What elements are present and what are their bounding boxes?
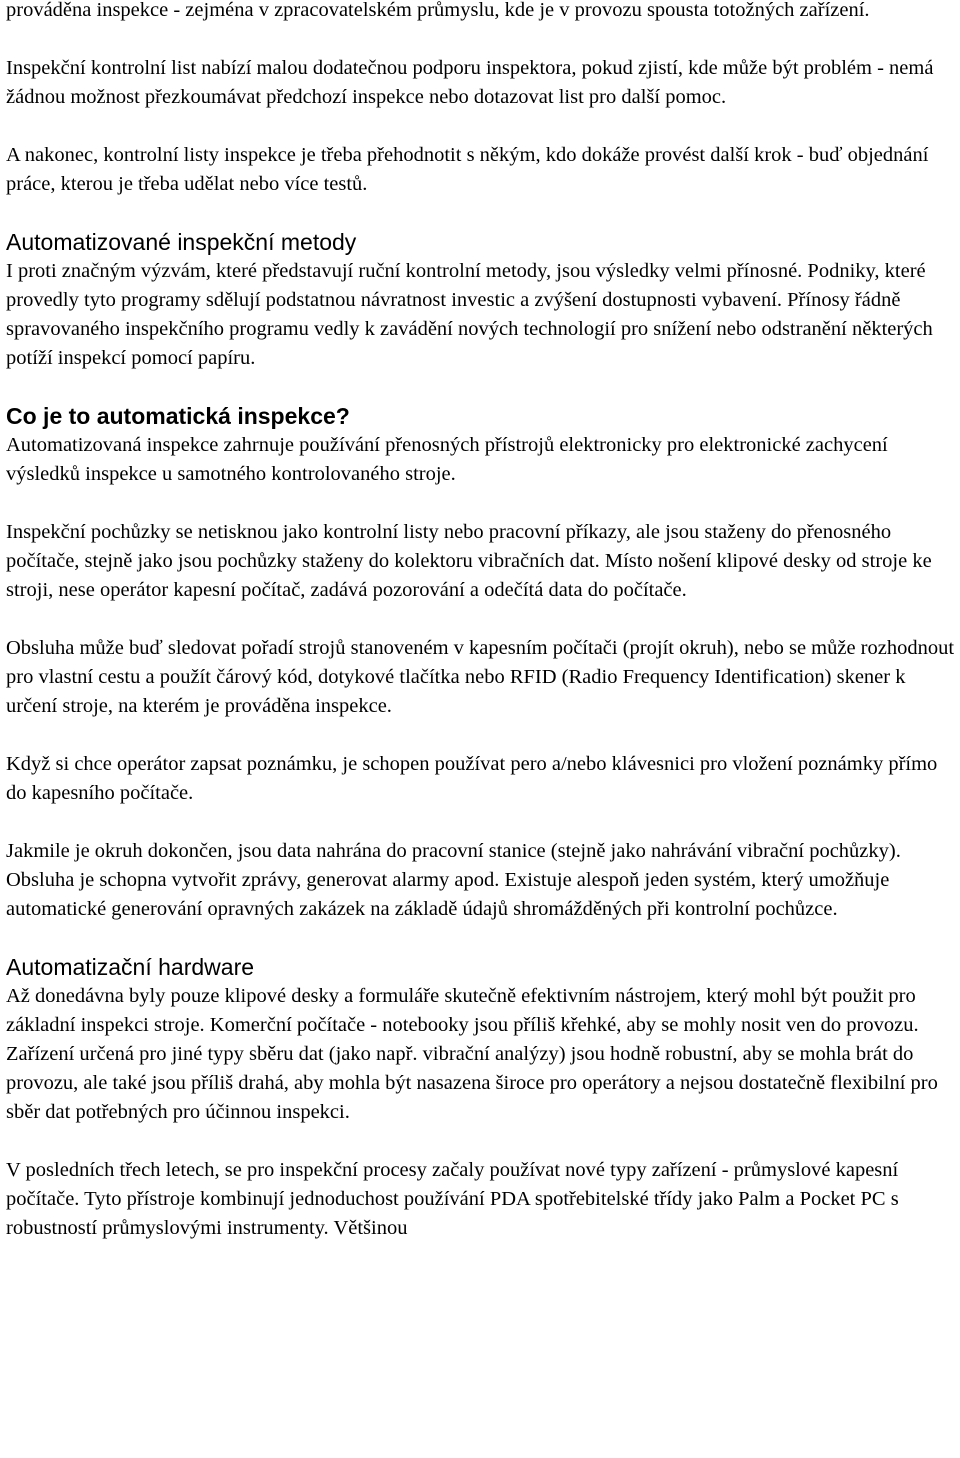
paragraph-checklist-review: A nakonec, kontrolní listy inspekce je třeba přehodnotit s někým, kdo dokáže provést další krok - buď objednání práce, kterou je třeba udělat nebo více testů. xyxy=(6,144,929,195)
paragraph-automatic-inspection-definition: Automatizovaná inspekce zahrnuje používání přenosných přístrojů elektronicky pro elektronické zachycení výsledků inspekce u samotného kontrolovaného stroje. xyxy=(6,434,888,485)
paragraph-upload-data: Jakmile je okruh dokončen, jsou data nahrána do pracovní stanice (stejně jako nahrávání vibrační pochůzky). Obsluha je schopna vytvořit zprávy, generovat alarmy apod. Existuje alespoň jeden systém, který umožňuje automatické generování opravných zakázek na základě údajů shromážděných při kontrolní pochůzce. xyxy=(6,840,901,920)
heading-what-is-automatic-inspection: Co je to automatická inspekce? xyxy=(6,403,350,429)
paragraph-industrial-pda: V posledních třech letech, se pro inspekční procesy začaly používat nové typy zařízení - průmyslové kapesní počítače. Tyto přístroje kombinují jednoduchost používání PDA spotřebitelské třídy jako Palm a Pocket PC s robustností průmyslovými instrumenty. Většinou xyxy=(6,1159,899,1239)
heading-automated-methods: Automatizované inspekční metody xyxy=(6,229,357,255)
paragraph-route-selection: Obsluha může buď sledovat pořadí strojů stanoveném v kapesním počítači (projít okruh), nebo se může rozhodnout pro vlastní cestu a použít čárový kód, dotykové tlačítka nebo RFID (Radio Frequency Identification) skener k určení stroje, na kterém je prováděna inspekce. xyxy=(6,637,955,717)
section-automation-hardware xyxy=(6,953,958,1243)
paragraph-notes: Když si chce operátor zapsat poznámku, je schopen používat pero a/nebo klávesnici pro vložení poznámky přímo do kapesního počítače. xyxy=(6,753,938,804)
paragraph-hardware-history: Až donedávna byly pouze klipové desky a formuláře skutečně efektivním nástrojem, který mohl být použit pro základní inspekci stroje. Komerční počítače - notebooky jsou příliš křehké, aby se mohly nosit ven do provozu. Zařízení určená pro jiné typy sběru dat (jako např. vibrační analýzy) jsou hodně robustní, aby se mohla brát do provozu, ale také jsou příliš drahá, aby mohla být nasazena široce pro operátory a nejsou dostatečně flexibilní pro sběr dat potřebných pro účinnou inspekci. xyxy=(6,985,938,1123)
paragraph-checklist-support: Inspekční kontrolní list nabízí malou dodatečnou podporu inspektora, pokud zjistí, kde může být problém - nemá žádnou možnost přezkoumávat předchozí inspekce nebo dotazovat list pro další pomoc. xyxy=(6,57,934,108)
paragraph-inspection-rounds: Inspekční pochůzky se netisknou jako kontrolní listy nebo pracovní příkazy, ale jsou staženy do přenosného počítače, stejně jako jsou pochůzky staženy do kolektoru vibračních dat. Místo nošení klipové desky od stroje ke stroji, nese operátor kapesní počítač, zadává pozorování a odečítá data do počítače. xyxy=(6,521,932,601)
heading-automation-hardware: Automatizační hardware xyxy=(6,954,255,980)
paragraph-intro-continuation: prováděna inspekce - zejména v zpracovatelském průmyslu, kde je v provozu spousta totožných zařízení. xyxy=(6,0,870,21)
section-what-is-automatic-inspection xyxy=(6,402,958,924)
section-automated-methods xyxy=(6,228,958,373)
document-page xyxy=(6,0,958,1272)
paragraph-automated-methods: I proti značným výzvám, které představují ruční kontrolní metody, jsou výsledky velmi přínosné. Podniky, které provedly tyto programy sdělují podstatnou návratnost investic a zvýšení dostupnosti vybavení. Přínosy řádně spravovaného inspekčního programu vedly k zavádění nových technologií pro snížení nebo odstranění některých potíží inspekcí pomocí papíru. xyxy=(6,260,933,369)
